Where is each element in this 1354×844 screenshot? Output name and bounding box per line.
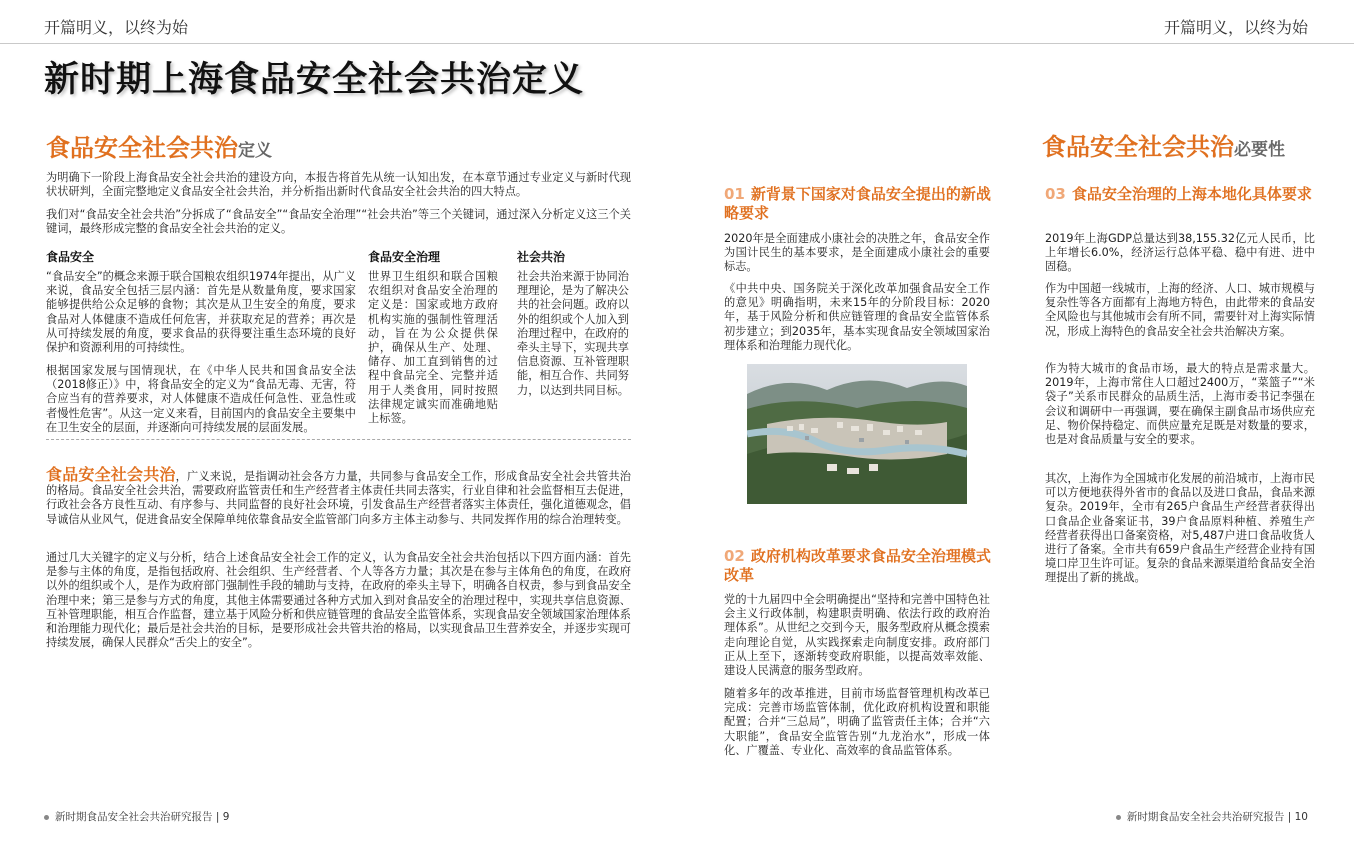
col2-heading: 食品安全治理 <box>368 250 441 264</box>
col3-heading: 社会共治 <box>517 250 566 264</box>
right-section-main: 食品安全社会共治 <box>1042 133 1234 161</box>
s3-paragraph-4: 其次，上海作为全国城市化发展的前沿城市，上海市民可以方便地获得外省市的食品以及进口食品，食品来源复杂。2019年，全市有265户食品生产经营者获得出口食品企业备案证书，39户食品原料种植、养殖生产经营者获得出口备案资格，对5,487户进口食品收货人进行了备案。全市共有659户食品生产经营企业持有国境口岸卫生许可证。复杂的食品来源渠道给食品安全治理提出了新的挑战。 <box>1045 472 1315 585</box>
col1-paragraph-1: “食品安全”的概念来源于联合国粮农组织1974年提出，从广义来说，食品安全包括三层内涵：首先是从数量角度，要求国家能够提供给公众足够的食物；其次是从卫生安全的角度，要求食品对人体健康不造成任何危害，并获取充足的营养；再次是从可持续发展的角度，要求食品的获得要注重生态环境的良好保护和资源利用的可持续性。 <box>46 270 356 355</box>
s2-paragraph-2: 随着多年的改革推进，目前市场监督管理机构改革已完成：完善市场监管体制，优化政府机构设置和职能配置；合并“三总局”，明确了监管责任主体；合并“六大职能”，食品安全监管告别“九龙治水”，形成一体化、广覆盖、专业化、高效率的食品监管体系。 <box>724 687 990 757</box>
col1-heading: 食品安全 <box>46 250 95 264</box>
subsection-01-number: 01 <box>724 185 745 203</box>
right-section-suffix: 必要性 <box>1234 140 1285 160</box>
right-section-heading <box>1042 127 1285 162</box>
closing-paragraph: 通过几大关键字的定义与分析，结合上述食品安全社会工作的定义，认为食品安全社会共治包括以下四方面内涵：首先是参与主体的角度，是指包括政府、社会组织、生产经营者、个人等各方力量；其次是在参与主体角色的角度，在政府以外的组织或个人，是作为政府部门强制性手段的辅助与支持，在政府的牵头主导下，明确各自权责，参与到食品安全治理中来；第三是参与方式的角度，其他主体需要通过各种方式加入到对食品安全的治理过程中，实现共享信息资源、互补管理职能，相互合作监督，建立基于风险分析和供应链管理的食品安全监管体系，实现食品安全领域国家治理体系和治理能力现代化；最后是社会共治的目标，是要形成社会共管共治的格局，以实现食品卫生营养安全，并逐步实现可持续发展，确保人民群众“舌尖上的安全”。 <box>46 551 631 650</box>
page-title: 新时期上海食品安全社会共治定义 <box>44 60 585 100</box>
highlight-term: 食品安全社会共治 <box>46 465 176 484</box>
subsection-03-number: 03 <box>1045 185 1066 203</box>
footer-dot-icon <box>1116 815 1121 820</box>
footer-left-page: 9 <box>222 811 230 823</box>
left-section-main: 食品安全社会共治 <box>46 134 238 162</box>
col1-paragraph-2: 根据国家发展与国情现状，在《中华人民共和国食品安全法（2018修正）》中，将食品安全的定义为“食品无毒、无害，符合应当有的营养要求，对人体健康不造成任何急性、亚急性或者慢性危害”。从这一定义来看，目前国内的食品安全主要集中在卫生安全的层面，并逐渐向可持续发展的层面发展。 <box>46 364 356 434</box>
subsection-03-text: 食品安全治理的上海本地化具体要求 <box>1071 185 1312 203</box>
city-aerial-photo <box>747 364 967 504</box>
left-section-heading <box>46 128 272 163</box>
subsection-01-text: 新背景下国家对食品安全提出的新战略要求 <box>724 185 991 222</box>
left-section-suffix: 定义 <box>238 141 272 161</box>
col3-paragraph: 社会共治来源于协同治理理论，是为了解决公共的社会问题。政府以外的组织或个人加入到治理过程中，在政府的牵头主导下，实现共享信息资源、互补管理职能，相互合作、共同努力，以达到共同目标。 <box>517 270 629 397</box>
s3-paragraph-1: 2019年上海GDP总量达到38,155.32亿元人民币，比上年增长6.0%，经济运行总体平稳、稳中有进、进中固稳。 <box>1045 232 1315 274</box>
col2-paragraph: 世界卫生组织和联合国粮农组织对食品安全治理的定义是：国家或地方政府机构实施的强制性管理活动，旨在为公众提供保护，确保从生产、处理、储存、加工直到销售的过程中食品完全、完整并适用于人类食用，同时按照法律规定诚实而准确地贴上标签。 <box>368 270 498 426</box>
header-divider <box>0 43 1354 44</box>
header-right: 开篇明义，以终为始 <box>1163 18 1308 37</box>
subsection-02-text: 政府机构改革要求食品安全治理模式改革 <box>724 547 991 584</box>
highlight-paragraph <box>46 465 631 527</box>
header-left: 开篇明义，以终为始 <box>44 18 189 37</box>
highlight-rest: ，广义来说，是指调动社会各方力量，共同参与食品安全工作，形成食品安全社会共管共治的格局。食品安全社会共治，需要政府监管责任和生产经营者主体责任共同去落实，行业自律和社会监督相互去促进，行政社会各方良性互动、有序参与、共同监督的良好社会环境，引发食品生产经营者落实主体责任，强化道德观念，倡导诚信从业风气，促进食品安全保障单纯依靠食品安全监管部门向多方主体主动参与、共同发挥作用的综合治理转变。 <box>46 470 631 526</box>
subsection-02-title <box>724 547 992 585</box>
footer-right-page: 10 <box>1294 811 1308 823</box>
intro-paragraph-2: 我们对“食品安全社会共治”分拆成了“食品安全”“食品安全治理”“社会共治”等三个关键词，通过深入分析定义这三个关键词，最终形成完整的食品安全社会共治的定义。 <box>46 208 631 236</box>
footer-left-title: 新时期食品安全社会共治研究报告 <box>55 811 213 823</box>
subsection-01-title <box>724 185 992 223</box>
section-divider <box>46 439 631 440</box>
intro-paragraph-1: 为明确下一阶段上海食品安全社会共治的建设方向，本报告将首先从统一认知出发，在本章节通过专业定义与新时代现状状研判，全面完整地定义食品安全社会共治，并分析指出新时代食品安全社会共治的四大特点。 <box>46 171 631 199</box>
footer-right: 新时期食品安全社会共治研究报告 | 10 <box>1116 809 1308 824</box>
subsection-03-title <box>1045 185 1315 204</box>
s1-paragraph-1: 2020年是全面建成小康社会的决胜之年，食品安全作为国计民生的基本要求，是全面建成小康社会的重要标志。 <box>724 232 990 274</box>
s2-paragraph-1: 党的十九届四中全会明确提出“坚持和完善中国特色社会主义行政体制，构建职责明确、依法行政的政府治理体系”。从世纪之交到今天，服务型政府从概念摸索走向理论自觉，从实践探索走向制度安排。政府部门正从上至下，逐渐转变政府职能，以提高效率效能、建设人民满意的服务型政府。 <box>724 593 990 678</box>
s3-paragraph-2: 作为中国超一线城市，上海的经济、人口、城市规模与复杂性等各方面都有上海地方特色，由此带来的食品安全风险也与其他城市会有所不同，需要针对上海实际情况，形成上海特色的食品安全社会共治解决方案。 <box>1045 282 1315 338</box>
footer-right-title: 新时期食品安全社会共治研究报告 <box>1126 811 1285 823</box>
s3-paragraph-3: 作为特大城市的食品市场，最大的特点是需求量大。2019年，上海市常住人口超过2400万，“菜篮子”“米袋子”关系市民群众的品质生活，上海市委书记李强在会议和调研中一再强调，要在确保主副食品市场供应充足、物价保持稳定、而供应量充足既是对数量的要求，也是对食品质量与安全的要求。 <box>1045 362 1315 447</box>
subsection-02-number: 02 <box>724 547 745 565</box>
s1-paragraph-2: 《中共中央、国务院关于深化改革加强食品安全工作的意见》明确指明，未来15年的分阶段目标：2020年，基于风险分析和供应链管理的食品安全监管体系初步建立；到2035年，基本实现食品安全领域国家治理体系和治理能力现代化。 <box>724 282 990 352</box>
footer-left: 新时期食品安全社会共治研究报告 | 9 <box>44 809 229 824</box>
footer-dot-icon <box>44 815 49 820</box>
